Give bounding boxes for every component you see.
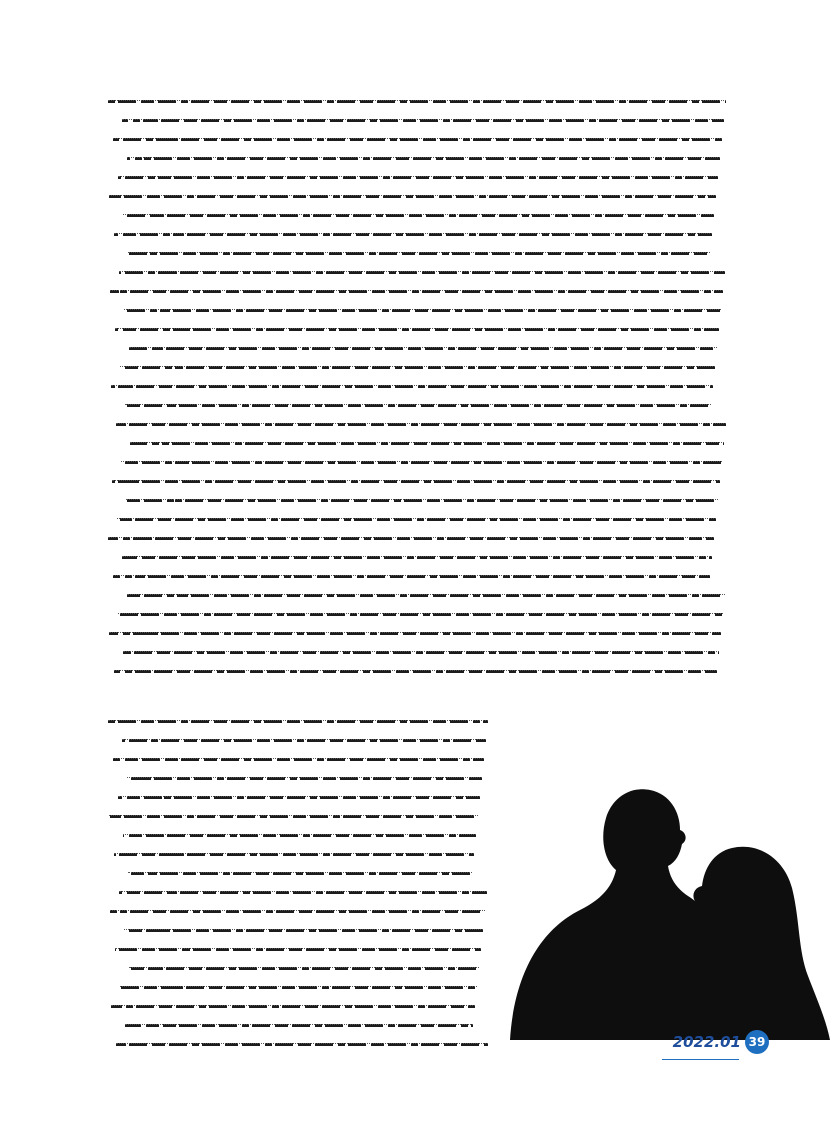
text-line xyxy=(109,632,721,635)
text-line xyxy=(113,758,484,761)
text-line xyxy=(123,214,714,217)
woman-silhouette xyxy=(693,847,830,1040)
text-line xyxy=(114,233,712,236)
text-line xyxy=(112,480,720,483)
footer-rule xyxy=(662,1059,739,1060)
text-line xyxy=(110,290,723,293)
page-footer xyxy=(673,1030,769,1054)
text-line xyxy=(123,834,476,837)
text-line xyxy=(108,720,488,723)
text-line xyxy=(109,195,716,198)
text-line xyxy=(120,366,715,369)
text-line xyxy=(110,910,485,913)
text-line xyxy=(129,967,479,970)
text-line xyxy=(109,815,478,818)
text-line xyxy=(122,739,486,742)
text-line xyxy=(113,575,710,578)
text-line xyxy=(118,613,723,616)
text-line xyxy=(120,986,477,989)
text-line xyxy=(114,853,474,856)
text-line xyxy=(118,176,718,179)
text-line xyxy=(111,385,713,388)
text-line xyxy=(127,594,725,597)
text-line xyxy=(121,461,722,464)
text-line xyxy=(113,138,722,141)
text-line xyxy=(124,309,721,312)
text-line xyxy=(108,537,714,540)
text-line xyxy=(115,328,719,331)
text-line xyxy=(124,929,483,932)
text-line xyxy=(128,872,472,875)
text-line xyxy=(115,948,481,951)
text-line xyxy=(122,556,712,559)
issue-label: 2022.01 xyxy=(672,1033,741,1051)
text-line xyxy=(127,777,482,780)
text-line xyxy=(118,796,480,799)
body-text-lower xyxy=(108,720,488,1050)
text-line xyxy=(114,670,717,673)
text-line xyxy=(125,1024,473,1027)
couple-arguing-silhouette-image xyxy=(500,720,830,1040)
text-line xyxy=(116,1043,488,1046)
text-line xyxy=(117,518,716,521)
text-line xyxy=(116,423,726,426)
text-line xyxy=(119,891,487,894)
text-line xyxy=(130,442,724,445)
text-line xyxy=(126,499,718,502)
text-line xyxy=(128,252,710,255)
text-line xyxy=(127,157,720,160)
page-number-badge: 39 xyxy=(745,1030,769,1054)
text-line xyxy=(125,404,711,407)
text-line xyxy=(122,119,724,122)
text-line xyxy=(108,100,726,103)
text-line xyxy=(119,271,725,274)
body-text-upper xyxy=(108,100,726,690)
text-line xyxy=(111,1005,475,1008)
text-line xyxy=(123,651,719,654)
text-line xyxy=(129,347,717,350)
